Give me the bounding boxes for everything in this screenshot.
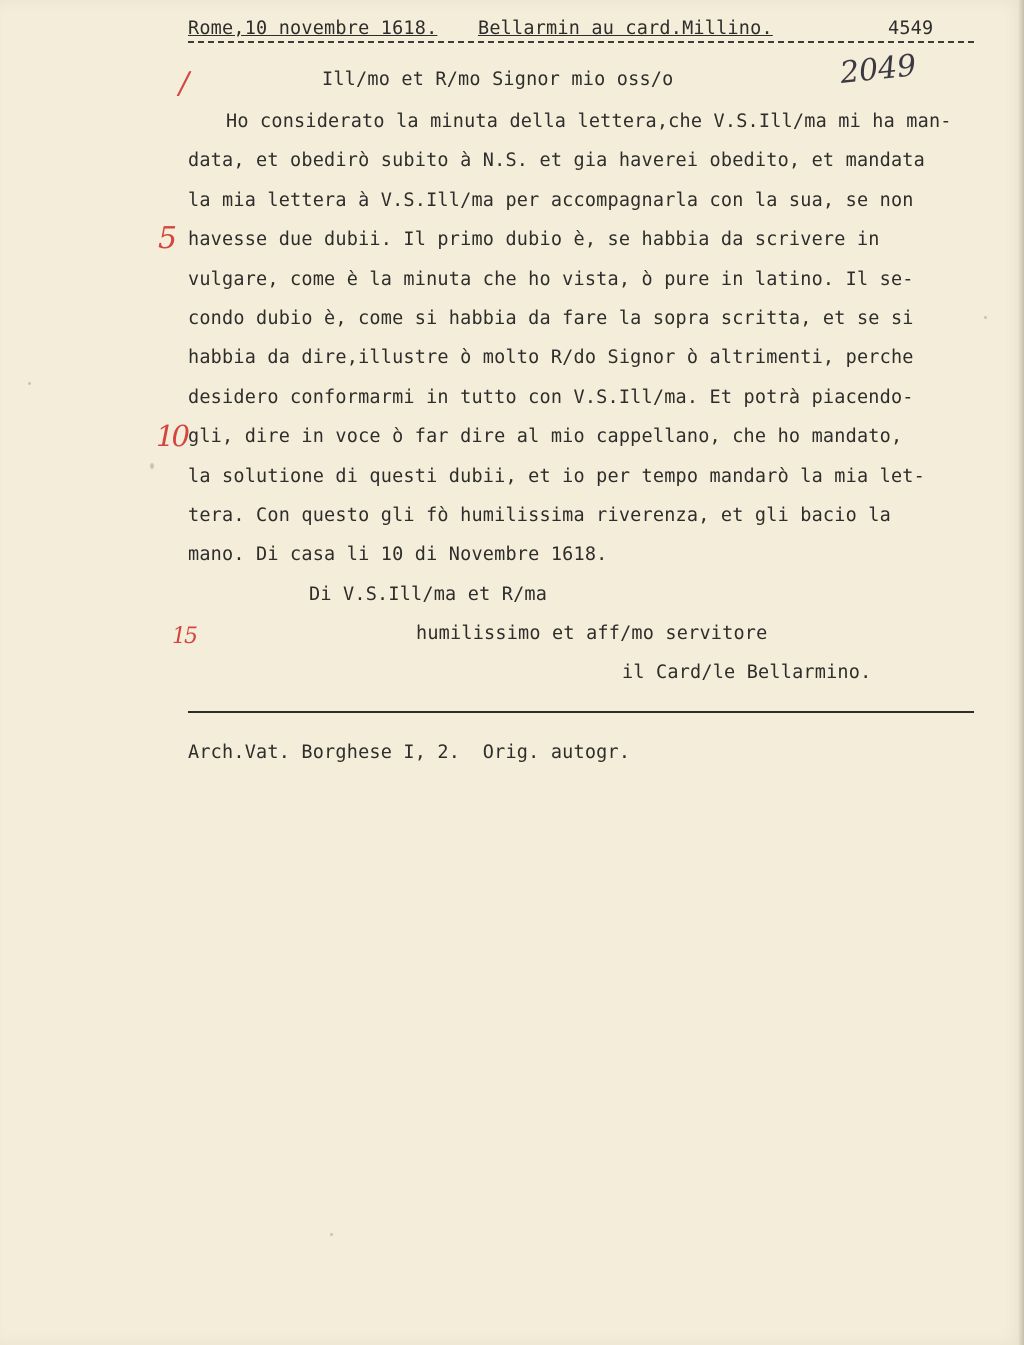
margin-line-number-1: / [179, 66, 190, 101]
body-line: tera. Con questo gli fò humilissima riverenza, et gli bacio la [188, 505, 891, 526]
body-line: desidero conformarmi in tutto con V.S.Ill/ma. Et potrà piacendo- [188, 387, 914, 408]
paper-speck [150, 463, 154, 469]
letter-salutation: Ill/mo et R/mo Signor mio oss/o [322, 69, 674, 90]
header-dashed-rule [188, 41, 974, 43]
margin-line-number-5: 5 [158, 221, 178, 256]
body-line: data, et obedirò subito à N.S. et gia haverei obedito, et mandata [188, 150, 925, 171]
header-document-number: 4549 [888, 18, 934, 39]
body-line: gli, dire in voce ò far dire al mio cappellano, che ho mandato, [188, 426, 903, 447]
paper-speck [984, 316, 987, 319]
body-line: la solutione di questi dubii, et io per tempo mandarò la mia let- [188, 466, 925, 487]
paper-speck [330, 1233, 333, 1236]
archive-source-note: Arch.Vat. Borghese I, 2. Orig. autogr. [188, 742, 631, 763]
document-header [188, 18, 974, 42]
body-line: mano. Di casa li 10 di Novembre 1618. [188, 544, 608, 565]
closing-address: Di V.S.Ill/ma et R/ma [309, 584, 548, 605]
body-line: habbia da dire,illustre ò molto R/do Signor ò altrimenti, perche [188, 347, 914, 368]
closing-servitor: humilissimo et aff/mo servitore [416, 623, 768, 644]
margin-line-number-10: 10 [156, 419, 187, 453]
body-line: havesse due dubii. Il primo dubio è, se habbia da scrivere in [188, 229, 880, 250]
footer-rule [188, 711, 974, 713]
body-line: la mia lettera à V.S.Ill/ma per accompagnarla con la sua, se non [188, 190, 914, 211]
body-line: Ho considerato la minuta della lettera,che V.S.Ill/ma mi ha man- [226, 111, 952, 132]
closing-signature: il Card/le Bellarmino. [622, 662, 872, 683]
body-line: condo dubio è, come si habbia da fare la sopra scritta, et se si [188, 308, 914, 329]
header-title: Bellarmin au card.Millino. [478, 18, 773, 39]
body-line: vulgare, come è la minuta che ho vista, ò pure in latino. Il se- [188, 269, 914, 290]
handwritten-folio-number: 2049 [838, 48, 918, 91]
margin-line-number-15: 15 [172, 624, 196, 649]
paper-speck [28, 382, 31, 385]
header-place-date: Rome,10 novembre 1618. [188, 18, 438, 39]
